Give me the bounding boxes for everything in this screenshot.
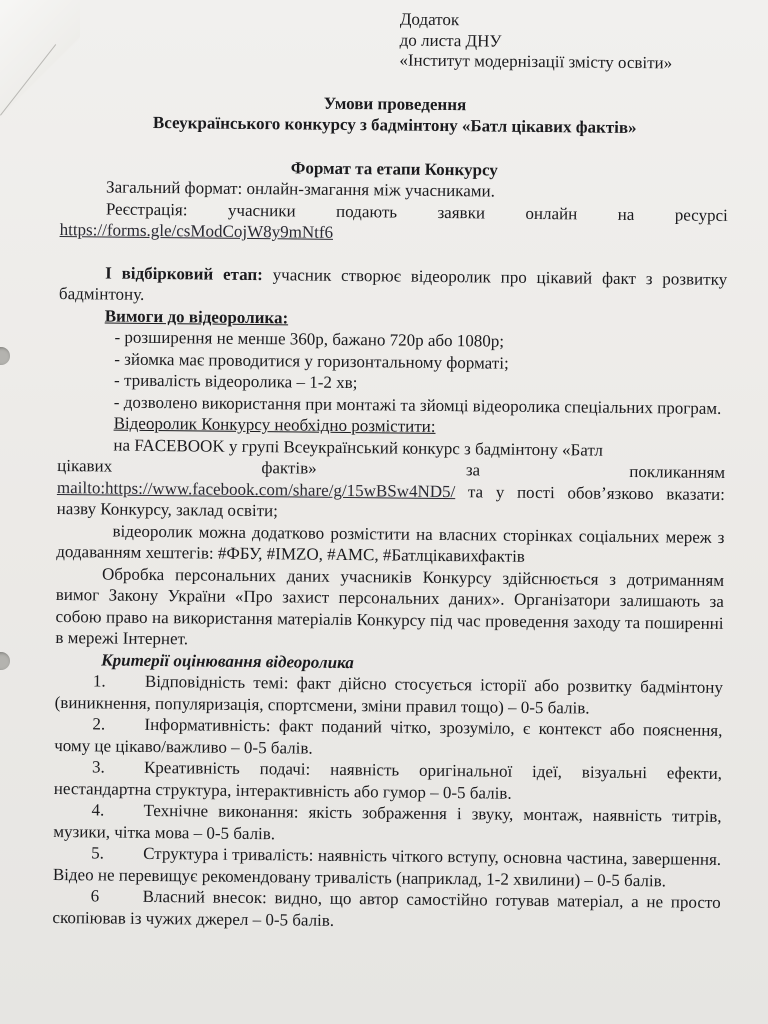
document-content <box>52 6 730 935</box>
criteria-text: Відповідність темі: факт дійсно стосується історії або розвитку бадмінтону (виникнення, популяризація, спортсмени, зміни правил тощо) – 0-5 балів. <box>54 671 723 718</box>
stage1-label: І відбірковий етап: <box>105 262 263 284</box>
requirement-item: - зйомка має проводитися у горизонтальному форматі; <box>114 349 509 373</box>
stage1-paragraph <box>59 261 727 311</box>
registration-link[interactable]: https://forms.gle/csModCojW8y9mNtf6 <box>59 219 334 242</box>
placement-line: на FACEBOOK у групі Всеукраїнський конкурс з бадмінтону «Батл <box>113 435 604 460</box>
facebook-group-link[interactable]: mailto:https://www.facebook.com/share/g/15wBSw4ND5/ <box>56 477 456 501</box>
punch-hole <box>0 652 10 670</box>
criteria-item <box>53 799 721 849</box>
placement-after-link: та у пості обов’язково вказати: назву Конкурсу, заклад освіти; <box>56 481 726 521</box>
appendix-line: «Інститут модернізації змісту освіти» <box>399 50 673 73</box>
registration-word: ресурсі <box>674 204 728 225</box>
format-heading: Формат та етапи Конкурсу <box>290 157 498 180</box>
registration-word: заявки <box>437 202 486 222</box>
criteria-text: Креативність подачі: наявність оригінальної ідеї, візуальні ефекти, нестандартна структура, інтерактивність або гумор – 0-5 балів. <box>53 757 723 803</box>
requirement-item: - розширення не менше 360р, бажано 720р або 1080р; <box>114 327 505 351</box>
criteria-text: Власний внесок: видно, що автор самостійно готував матеріал, а не просто скопіював із чужих джерел – 0-5 балів. <box>52 886 721 930</box>
punch-hole <box>0 347 10 365</box>
document-title: Умови проведення <box>323 93 467 114</box>
criteria-text: Технічне виконання: якість зображення і звуку, монтаж, наявність титрів, музики, чітка мова – 0-5 балів. <box>53 800 722 843</box>
criteria-number: 1. <box>92 671 106 691</box>
criteria-item <box>54 713 722 763</box>
appendix-line: до листа ДНУ <box>399 30 502 51</box>
criteria-number: 4. <box>91 800 105 820</box>
registration-word: подають <box>336 201 398 222</box>
registration-word: на <box>617 204 635 224</box>
requirement-item: - тривалість відеоролика – 1-2 хв; <box>113 370 358 393</box>
criteria-number: 5. <box>91 843 104 863</box>
criteria-text: Структура і тривалість: наявність чіткого вступу, основна частина, завершення. Відео не перевищує рекомендовану тривалість (наприклад, 1-2 хвилини) – 0-5 балів. <box>52 843 722 890</box>
general-format: Загальний формат: онлайн-змагання між учасниками. <box>106 177 495 201</box>
requirements-heading: Вимоги до відеоролика: <box>104 305 289 327</box>
criteria-text: Інформативність: факт поданий чітко, зрозуміло, є контекст або пояснення, чому це цікаво/важливо – 0-5 балів. <box>54 714 723 758</box>
appendix-line: Додаток <box>399 9 460 30</box>
criteria-item <box>54 756 722 806</box>
fold-line <box>0 44 56 116</box>
extra-placement: відеоролик можна додатково розмістити на власних сторінках соціальних мереж з додаванням хештегів: #ФБУ, #IMZO, #АМС, #Батлцікавихфактів <box>56 521 725 566</box>
requirement-item: - дозволено використання при монтажі та зйомці відеоролика спеціальних програм. <box>113 392 722 418</box>
criteria-number: 6 <box>90 886 100 906</box>
criteria-number: 2. <box>92 714 106 734</box>
placement-word: покликанням <box>629 461 726 482</box>
document-subtitle: Всеукраїнського конкурсу з бадмінтону «Батл цікавих фактів» <box>152 112 637 138</box>
placement-word: цікавих <box>57 455 113 476</box>
stage1-text: учасник створює відеоролик про цікавий факт з розвитку бадмінтону. <box>58 264 728 304</box>
criteria-item <box>52 885 720 935</box>
registration-word: учасники <box>227 200 296 220</box>
criteria-heading: Критерії оцінювання відеоролика <box>101 649 354 672</box>
registration-word: онлайн <box>525 203 578 223</box>
criteria-item <box>53 842 721 892</box>
placement-heading: Відеоролик Конкурсу необхідно розмістити: <box>113 413 436 436</box>
personal-data-paragraph: Обробка персональних даних учасників Конкурсу здійснюється з дотриманням вимог Закону України «Про захист персональних даних». Організатори залишають за собою право на використання матеріалів Конкурсу під час проведення заходу та поширенні в мережі Інтернет. <box>55 563 725 649</box>
criteria-number: 3. <box>91 757 105 777</box>
criteria-item <box>55 670 723 720</box>
appendix-header <box>399 10 730 75</box>
registration-word: Реєстрація: <box>105 198 188 219</box>
placement-word: фактів» <box>261 458 317 478</box>
placement-word: за <box>465 460 481 480</box>
placement-link-line <box>57 476 725 526</box>
